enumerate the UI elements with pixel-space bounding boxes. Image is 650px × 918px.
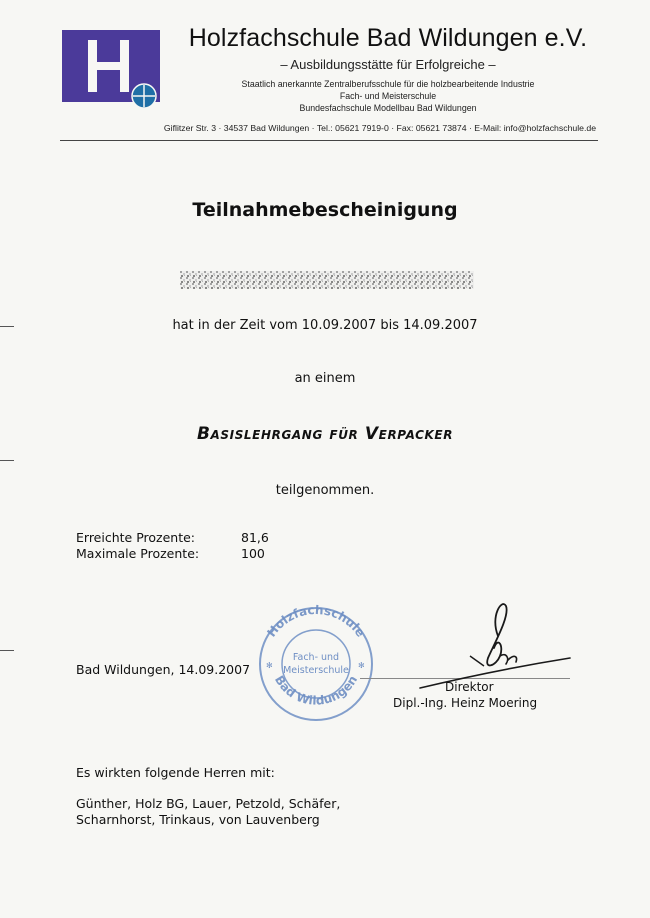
certificate-title: Teilnahmebescheinigung (192, 199, 458, 221)
tagline: – Ausbildungsstätte für Erfolgreiche – (280, 57, 496, 72)
subtitle-line-3: Bundesfachschule Modellbau Bad Wildungen (299, 103, 477, 113)
logo-graphic (62, 30, 160, 110)
place-and-date: Bad Wildungen, 14.09.2007 (76, 662, 251, 677)
school-logo (62, 30, 160, 110)
svg-text:✻: ✻ (358, 661, 365, 670)
svg-text:Holzfachschule (264, 603, 367, 640)
score-value-max: 100 (241, 546, 265, 561)
signer-role: Direktor (445, 680, 494, 694)
margin-tick (0, 460, 14, 461)
contributors-intro: Es wirkten folgende Herren mit: (76, 765, 275, 780)
margin-tick (0, 650, 14, 651)
stamp-inner-1: Fach- und (292, 652, 340, 663)
stamp-text-bottom: Bad Wildungen (271, 673, 361, 708)
contributors-line-2: Scharnhorst, Trinkaus, von Lauvenberg (76, 812, 320, 827)
course-period: hat in der Zeit vom 10.09.2007 bis 14.09.2007 (172, 318, 478, 333)
address-line: Giflitzer Str. 3 · 34537 Bad Wildungen · Tel.: 05621 7919-0 · Fax: 05621 73874 · E-Mail: info@holzfachschule.de (163, 123, 597, 133)
contributors-line-1: Günther, Holz BG, Lauer, Petzold, Schäfer, (76, 796, 341, 811)
subtitle-line-1: Staatlich anerkannte Zentralberufsschule für die holzbearbeitende Industrie (241, 79, 535, 89)
header-divider (60, 140, 598, 141)
score-label-achieved: Erreichte Prozente: (76, 530, 196, 545)
score-value-achieved: 81,6 (241, 530, 269, 545)
organization-name: Holzfachschule Bad Wildungen e.V. (188, 24, 588, 52)
preposition-text: an einem (294, 371, 356, 386)
subtitle-line-2: Fach- und Meisterschule (339, 91, 437, 101)
signer-name: Dipl.-Ing. Heinz Moering (393, 696, 538, 710)
handwritten-signature (410, 596, 580, 692)
course-name: Basislehrgang für Verpacker (196, 424, 454, 444)
score-label-max: Maximale Prozente: (76, 546, 200, 561)
svg-text:Bad Wildungen (272, 673, 360, 708)
stamp-text-top: Holzfachschule (264, 602, 368, 640)
completion-text: teilgenommen. (275, 483, 375, 498)
redacted-participant-name (180, 265, 474, 295)
svg-text:✻: ✻ (266, 661, 273, 670)
stamp-inner-2: Meisterschule (283, 665, 349, 676)
school-stamp (252, 602, 380, 722)
